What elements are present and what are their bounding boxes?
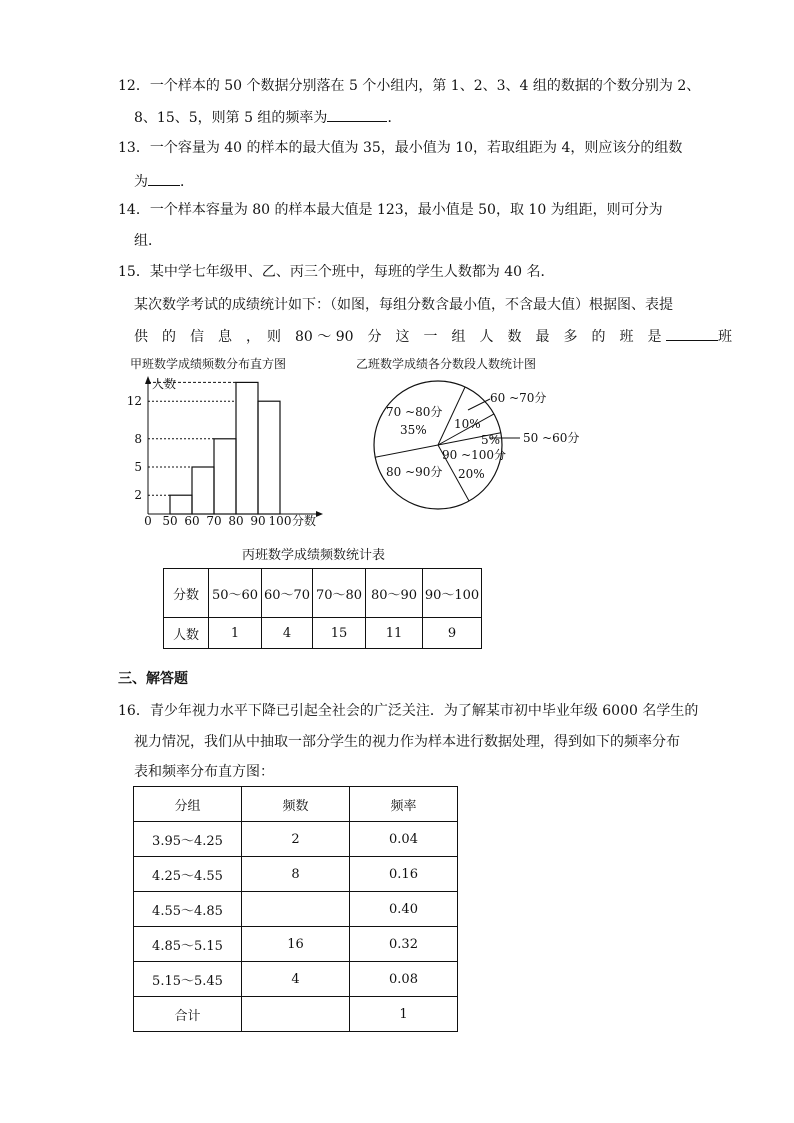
table-row (164, 569, 482, 618)
table-cell: 人数 (164, 618, 209, 649)
table-cell: 合计 (134, 997, 242, 1032)
table-cell: 4.55～4.85 (134, 892, 242, 927)
table-cell (242, 997, 350, 1032)
table-cell: 0.04 (350, 822, 458, 857)
pie-label: 90 ~100分 (442, 448, 507, 462)
class-b-pie-chart (340, 352, 620, 522)
table-cell: 4.85～5.15 (134, 927, 242, 962)
table-cell: 0.08 (350, 962, 458, 997)
q15-class-suffix: 班 (717, 329, 732, 345)
table-cell: 1 (209, 618, 262, 649)
pie-label: 60 ~70分 (490, 391, 547, 405)
table-row (134, 857, 458, 892)
x-tick-label: 100 (268, 514, 292, 528)
x-axis-arrow (316, 511, 323, 517)
q16-line2: 视力情况，我们从中抽取一部分学生的视力作为样本进行数据处理，得到如下的频率分布 (134, 734, 680, 750)
histogram-bar (170, 495, 192, 514)
q16-line1: 16．青少年视力水平下降已引起全社会的广泛关注．为了解某市初中毕业年级 6000 名学生的 (118, 703, 699, 719)
table-cell: 4 (242, 962, 350, 997)
table-cell: 9 (423, 618, 482, 649)
pie-label: 80 ~90分 (386, 465, 443, 479)
histogram-bar (258, 401, 280, 514)
x-tick-label: 60 (184, 514, 200, 528)
x-axis-label: 分数 (292, 514, 317, 528)
q13-period: ． (180, 174, 194, 190)
pie-title: 乙班数学成绩各分数段人数统计图 (356, 357, 537, 371)
table-row (164, 618, 482, 649)
class-a-histogram (120, 352, 340, 534)
table-row (134, 927, 458, 962)
table-row (134, 997, 458, 1032)
q15-line2: 某次数学考试的成绩统计如下：（如图，每组分数含最小值，不含最大值）根据图、表提 (134, 297, 673, 313)
x-tick-label: 0 (144, 514, 152, 528)
section-heading: 三、解答题 (118, 671, 188, 687)
pie-label: 70 ~80分 (386, 405, 443, 419)
table-cell-blank[interactable] (242, 892, 350, 927)
y-axis-label: 人数 (152, 377, 177, 391)
q12-period: ． (387, 110, 402, 126)
table-cell: 0.32 (350, 927, 458, 962)
table-row (134, 787, 458, 822)
table-cell: 80～90 (366, 569, 423, 618)
x-tick-label: 90 (250, 514, 266, 528)
pie-percent: 5% (481, 433, 501, 447)
table-header-cell: 频数 (242, 787, 350, 822)
histogram-bar (192, 467, 214, 514)
y-tick-label: 12 (126, 394, 142, 409)
table-cell: 4.25～4.55 (134, 857, 242, 892)
table-header-cell: 频率 (350, 787, 458, 822)
table-cell: 1 (350, 997, 458, 1032)
hist-title: 甲班数学成绩频数分布直方图 (130, 357, 287, 371)
leader-line (468, 399, 490, 410)
q12-line1: 12．一个样本的 50 个数据分别落在 5 个小组内，第 1、2、3、4 组的数据的个数分别为 2、 (118, 78, 701, 94)
pie-label: 50 ~60分 (523, 431, 580, 445)
class-c-table-caption: 丙班数学成绩频数统计表 (242, 548, 386, 563)
table-cell: 5.15～5.45 (134, 962, 242, 997)
table-row (134, 962, 458, 997)
q13-line1: 13．一个容量为 40 的样本的最大值为 35，最小值为 10，若取组距为 4，则应该分的组数 (118, 140, 683, 156)
q12-text: 8、15、5，则第 5 组的频率为 (134, 110, 328, 126)
q15-line1: 15．某中学七年级甲、乙、丙三个班中，每班的学生人数都为 40 名． (118, 264, 555, 280)
table-row (134, 822, 458, 857)
y-tick-label: 5 (134, 460, 142, 474)
class-c-frequency-table (163, 568, 482, 649)
table-header-cell: 分组 (134, 787, 242, 822)
table-cell: 60～70 (262, 569, 313, 618)
q12-line2 (134, 106, 401, 128)
x-tick-label: 50 (162, 514, 178, 528)
table-cell: 0.16 (350, 857, 458, 892)
table-row (134, 892, 458, 927)
table-cell: 15 (313, 618, 366, 649)
table-cell: 3.95～4.25 (134, 822, 242, 857)
q15-text: 供 的 信 息 ， 则 80 ～ 90 分 这 一 组 人 数 最 多 的 班 是 (134, 329, 662, 345)
pie-slice-boundary (375, 445, 438, 457)
q12-answer-blank[interactable] (327, 106, 387, 122)
pie-percent: 10% (454, 417, 481, 431)
histogram-bar (236, 382, 258, 514)
q13-line2 (134, 170, 194, 192)
q13-answer-blank[interactable] (148, 170, 180, 186)
y-tick-label: 2 (134, 488, 142, 503)
q14-line1: 14．一个样本容量为 80 的样本最大值是 123，最小值是 50，取 10 为组距，则可分为 (118, 202, 663, 218)
histogram-bar (214, 439, 236, 514)
table-cell: 90～100 (423, 569, 482, 618)
y-tick-label: 8 (134, 431, 142, 446)
pie-percent: 35% (400, 423, 427, 437)
q16-line3: 表和频率分布直方图： (134, 764, 274, 780)
pie-percent: 20% (458, 467, 485, 481)
table-cell: 50～60 (209, 569, 262, 618)
x-tick-label: 80 (228, 514, 244, 528)
q15-answer-blank[interactable] (666, 325, 718, 341)
table-cell: 2 (242, 822, 350, 857)
table-cell: 70～80 (313, 569, 366, 618)
table-cell: 8 (242, 857, 350, 892)
table-cell: 4 (262, 618, 313, 649)
x-tick-label: 70 (206, 514, 222, 528)
q13-text: 为 (134, 174, 148, 190)
table-cell: 分数 (164, 569, 209, 618)
frequency-distribution-table (133, 786, 458, 1032)
table-cell: 0.40 (350, 892, 458, 927)
q15-line3 (134, 325, 732, 347)
table-cell: 11 (366, 618, 423, 649)
q14-line2: 组． (134, 233, 162, 249)
table-cell: 16 (242, 927, 350, 962)
